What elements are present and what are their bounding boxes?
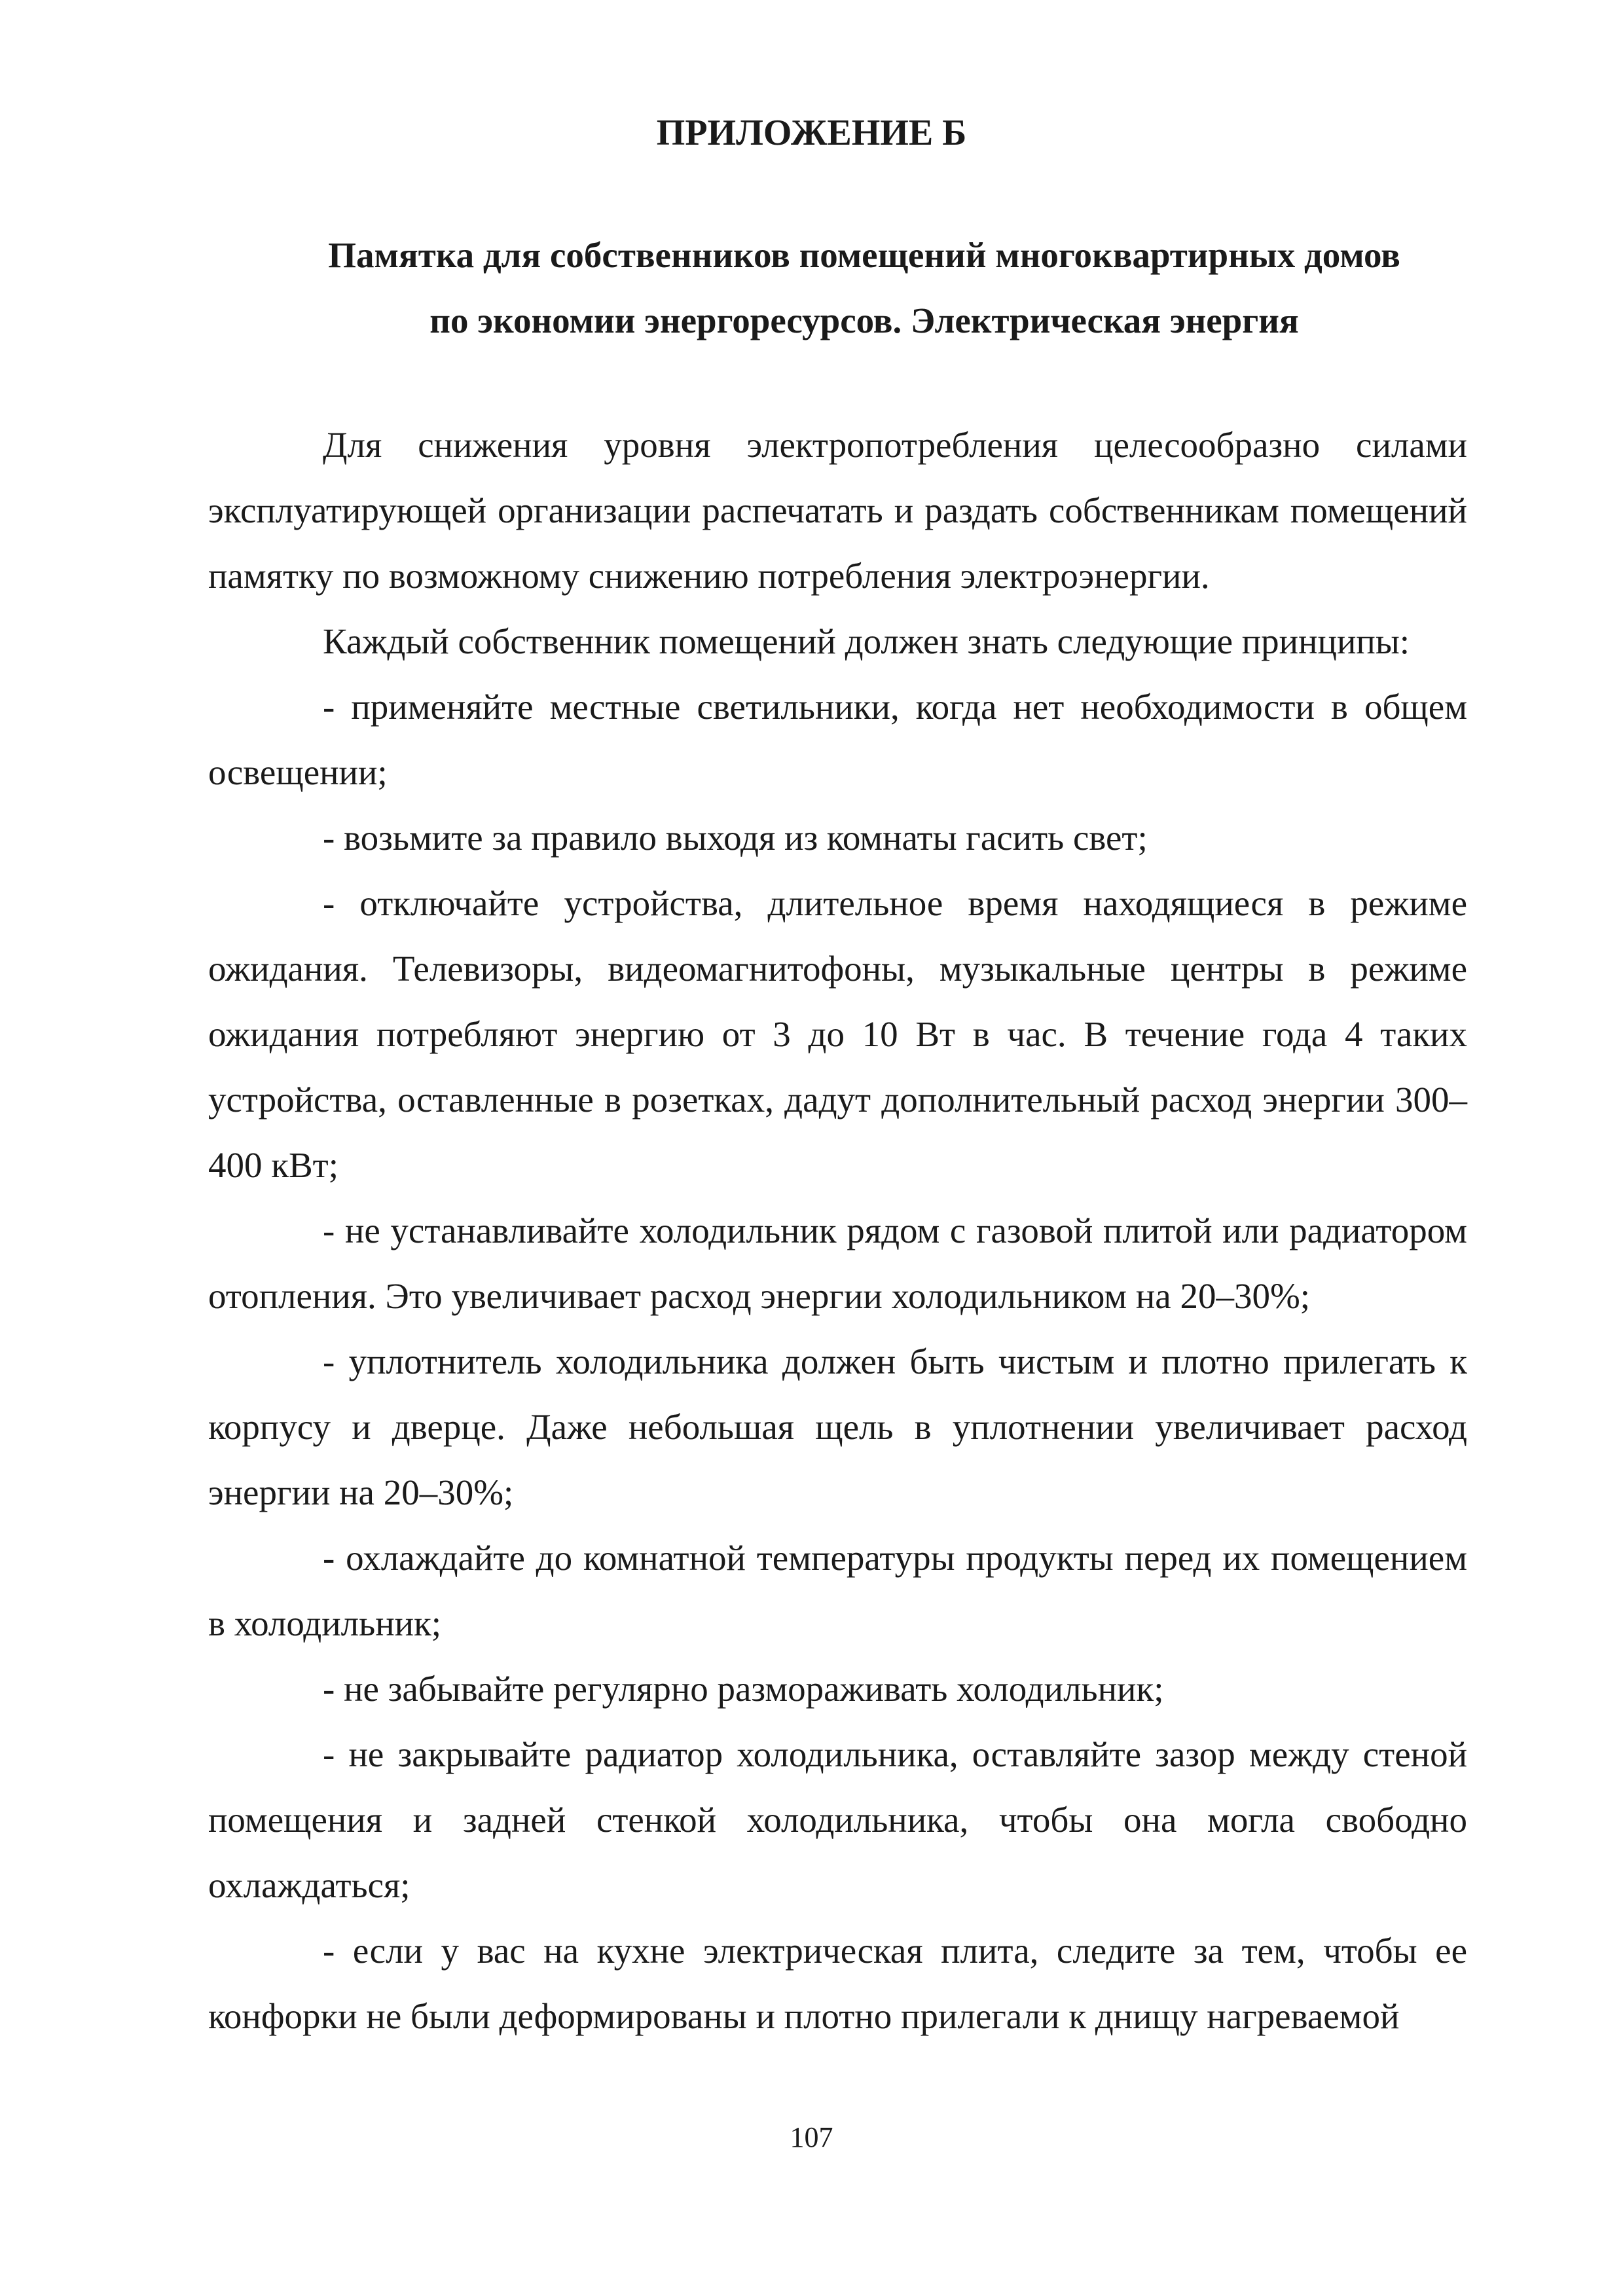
document-title-line-2: по экономии энергоресурсов. Электрическая энергия (429, 301, 1299, 340)
list-item-local-lights: - применяйте местные светильники, когда нет необходимости в общем освещении; (208, 687, 1467, 792)
list-item-fridge-placement: - не устанавливайте холодильник рядом с газовой плитой или радиатором отопления. Это увеличивает расход энергии холодильником на 20–30%; (208, 1211, 1467, 1316)
appendix-title: ПРИЛОЖЕНИЕ Б (656, 113, 967, 153)
paragraph-intro: Для снижения уровня электропотребления целесообразно силами эксплуатирующей организации распечатать и раздать собственникам помещений памятку по возможному снижению потребления электроэнергии. (208, 425, 1467, 596)
paragraph-principles-lead: Каждый собственник помещений должен знать следующие принципы: (323, 621, 1410, 661)
body-text (208, 412, 1467, 2049)
document-title-line-1: Памятка для собственников помещений многоквартирных домов (328, 235, 1400, 275)
list-item-cool-food: - охлаждайте до комнатной температуры продукты перед их помещением в холодильник; (208, 1538, 1467, 1643)
list-item-fridge-seal: - уплотнитель холодильника должен быть чистым и плотно прилегать к корпусу и дверце. Даже небольшая щель в уплотнении увеличивает расход энергии на 20–30%; (208, 1341, 1467, 1512)
list-item-standby-devices: - отключайте устройства, длительное время находящиеся в режиме ожидания. Телевизоры, видеомагнитофоны, музыкальные центры в режиме ожидания потребляют энергию от 3 до 10 Вт в час. В течение года 4 таких устройства, оставленные в розетках, дадут дополнительный расход энергии 300–400 кВт; (208, 883, 1467, 1185)
list-item-switch-off-light: - возьмите за правило выходя из комнаты гасить свет; (323, 818, 1148, 858)
document-title (210, 223, 1519, 354)
page-number: 107 (790, 2121, 833, 2153)
list-item-defrost: - не забывайте регулярно размораживать холодильник; (323, 1669, 1164, 1709)
list-item-electric-stove: - если у вас на кухне электрическая плита, следите за тем, чтобы ее конфорки не были деформированы и плотно прилегали к днищу нагреваемой (208, 1931, 1467, 2036)
list-item-fridge-radiator: - не закрывайте радиатор холодильника, оставляйте зазор между стеной помещения и задней стенкой холодильника, чтобы она могла свободно охлаждаться; (208, 1734, 1467, 1905)
